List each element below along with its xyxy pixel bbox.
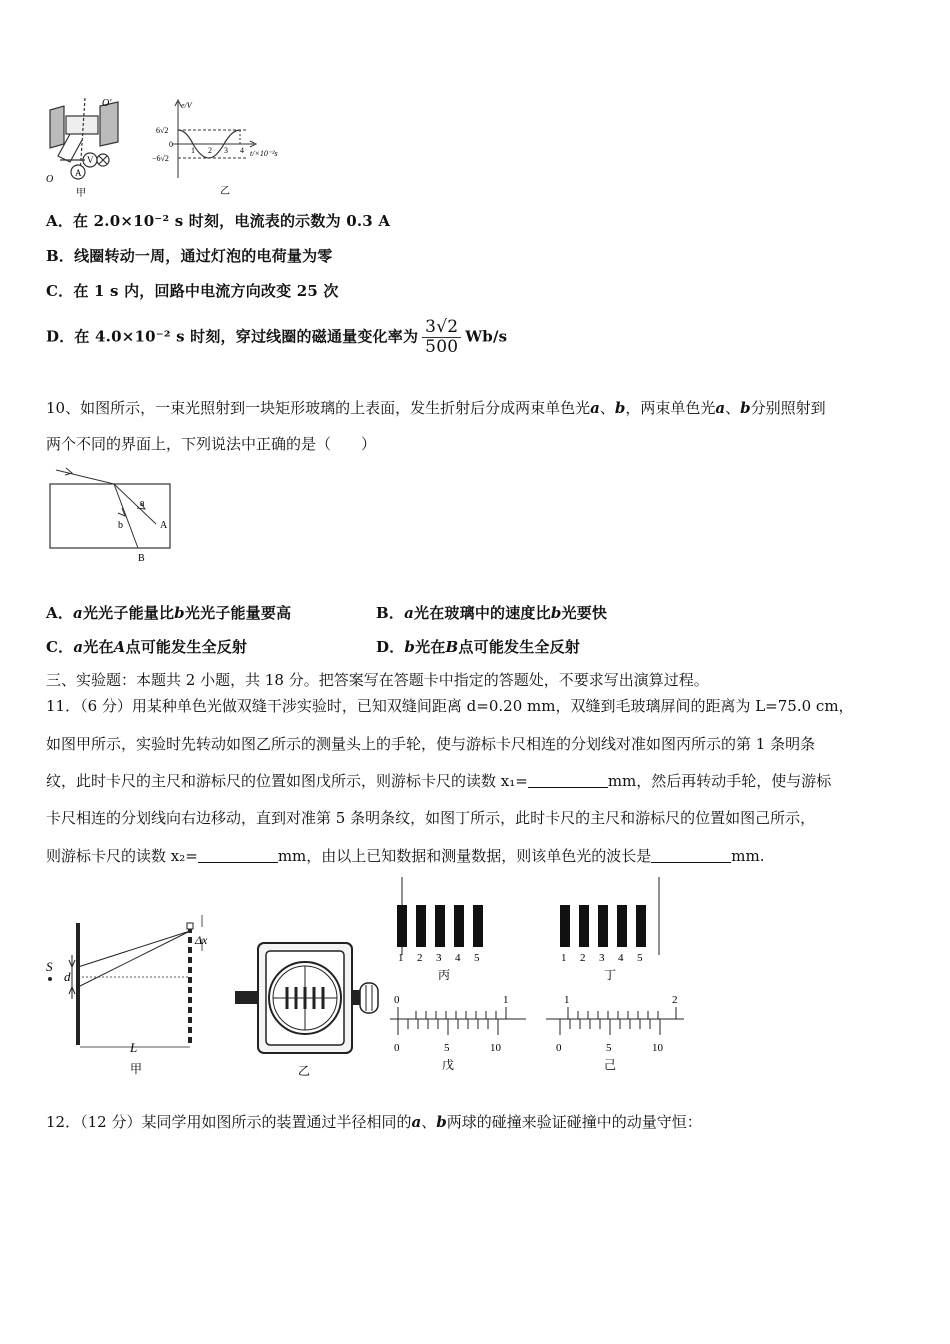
stem-text: ，两束单色光	[625, 399, 716, 417]
fringes-bing	[397, 877, 483, 955]
bing-num-3: 3	[436, 952, 442, 964]
option-text: 线圈转动一周，通过灯泡的电荷量为零	[74, 247, 333, 265]
q9-option-a	[46, 210, 390, 231]
stem-sep: 、	[725, 399, 741, 417]
measuring-head-diagram	[236, 943, 378, 1053]
point-a-label: A	[160, 520, 168, 531]
vernier-ji	[546, 1007, 684, 1035]
bing-num-5: 5	[474, 952, 480, 964]
fig-wu-label: 戊	[442, 1058, 455, 1072]
q9-option-d	[46, 318, 507, 357]
et-tick-3: 3	[224, 146, 228, 155]
ji-vernier-10: 10	[652, 1042, 663, 1054]
option-letter: B．	[376, 604, 405, 622]
double-slit-diagram	[69, 915, 202, 1047]
option-text: 光在	[83, 638, 114, 656]
ding-num-5: 5	[637, 952, 643, 964]
et-tick-bottom: −6√2	[152, 154, 169, 163]
option-var: b	[174, 604, 185, 622]
stem-text: 纹，此时卡尺的主尺和游标尺的位置如图戊所示，则游标卡尺的读数 x₁=	[46, 772, 528, 790]
fraction-denominator: 500	[425, 337, 459, 357]
q10-option-b	[376, 602, 607, 623]
stem-text: mm，然后再转动手轮，使与游标	[607, 772, 832, 790]
wu-vernier-5: 5	[444, 1042, 450, 1054]
option-text: 光光子能量要高	[184, 604, 292, 622]
option-text: 光要快	[561, 604, 608, 622]
dist-l-label: L	[130, 1040, 138, 1055]
var-a: a	[590, 399, 600, 417]
wu-main-0: 0	[394, 994, 400, 1006]
ray-a-label: a	[140, 498, 145, 509]
option-letter: B．	[46, 247, 75, 265]
bing-num-4: 4	[455, 952, 461, 964]
stem-text: 则游标卡尺的读数 x₂=	[46, 847, 198, 865]
ji-vernier-0: 0	[556, 1042, 562, 1054]
fig-jia-label: 甲	[130, 1062, 143, 1076]
q11-line1: 11．（6 分）用某种单色光做双缝干涉实验时，已知双缝间距离 d=0.20 mm，双缝到毛玻璃屏间的距离为 L=75.0 cm，	[46, 697, 854, 715]
option-var: A	[113, 638, 126, 656]
q12-stem	[46, 1108, 702, 1137]
point-b-label: B	[138, 553, 145, 564]
option-text: 在 2.0×10⁻² s 时刻，电流表的示数为 0.3 A	[73, 212, 391, 230]
answer-blank-wavelength[interactable]	[651, 848, 731, 863]
option-text: 光在	[415, 638, 446, 656]
stem-sep: 、	[421, 1113, 437, 1131]
wu-vernier-10: 10	[490, 1042, 501, 1054]
generator-diagram	[50, 98, 118, 179]
source-s-label: S	[46, 959, 53, 974]
option-letter: D．	[46, 327, 75, 346]
q9-option-b	[46, 245, 333, 266]
fig-yi-label: 乙	[298, 1064, 311, 1078]
fig-jia-label: 甲	[76, 188, 86, 199]
var-a: a	[715, 399, 726, 417]
bing-num-2: 2	[417, 952, 423, 964]
fig-ding-label: 丁	[604, 968, 617, 982]
option-letter: A．	[46, 604, 74, 622]
stem-text: mm.	[731, 847, 765, 865]
ji-main-2: 2	[672, 994, 678, 1006]
option-text: 在 1 s 内，回路中电流方向改变 25 次	[73, 282, 339, 300]
fraction-numerator: 3√2	[422, 318, 461, 338]
q11-line5	[46, 842, 764, 871]
et-axis-x: t/×10⁻²s	[250, 149, 278, 158]
et-axis-y: e/V	[181, 101, 192, 110]
q11-line4: 卡尺相连的分划线向右边移动，直到对准第 5 条明条纹，如图丁所示，此时卡尺的主尺和游标尺的位置如图己所示，	[46, 809, 816, 827]
et-tick-4: 4	[240, 146, 244, 155]
et-tick-top: 6√2	[156, 126, 169, 135]
option-text: 光在玻璃中的速度比	[414, 604, 551, 622]
section-3-heading: 三、实验题：本题共 2 小题，共 18 分。把答案写在答题卡中指定的答题处，不要求写出演算过程。	[46, 671, 709, 689]
ray-b-label: b	[118, 520, 123, 531]
q10-option-a	[46, 602, 291, 623]
et-graph	[172, 100, 256, 178]
option-var: B	[445, 638, 459, 656]
q10-stem-line2: 两个不同的界面上，下列说法中正确的是（ ）	[46, 435, 377, 453]
stem-text: 10、如图所示，一束光照射到一块矩形玻璃的上表面，发生折射后分成两束单色光	[46, 399, 591, 417]
stem-text: 12．（12 分）某同学用如图所示的装置通过半径相同的	[46, 1113, 412, 1131]
ji-main-1: 1	[564, 994, 570, 1006]
option-var: a	[73, 604, 83, 622]
ji-vernier-5: 5	[606, 1042, 612, 1054]
fringes-ding	[560, 877, 659, 955]
ding-num-3: 3	[599, 952, 605, 964]
q11-line2: 如图甲所示，实验时先转动如图乙所示的测量头上的手轮，使与游标卡尺相连的分划线对准如图丙所示的第 1 条明条	[46, 735, 816, 753]
option-var: a	[404, 604, 415, 622]
fig-ji-label: 己	[604, 1058, 617, 1072]
fraction	[422, 318, 461, 357]
option-letter: D．	[376, 638, 405, 656]
option-var: b	[550, 604, 562, 622]
fig-yi-label: 乙	[220, 186, 230, 197]
q10-option-d	[376, 636, 580, 657]
fig-bing-label: 丙	[438, 968, 451, 982]
ding-num-1: 1	[561, 952, 567, 964]
var-b: b	[614, 399, 626, 417]
o-prime-label: O′	[102, 98, 112, 109]
answer-blank-x2[interactable]	[198, 848, 278, 863]
wu-main-1: 1	[503, 994, 509, 1006]
q11-line3	[46, 767, 831, 796]
q9-option-c	[46, 280, 339, 301]
q10-figure	[44, 462, 194, 567]
option-letter: A．	[46, 212, 74, 230]
stem-sep: 、	[599, 399, 615, 417]
var-b: b	[436, 1113, 447, 1131]
q11-figures	[40, 875, 700, 1085]
option-letter: C．	[46, 638, 74, 656]
slit-d-label: d	[64, 969, 71, 984]
stem-text: 分别照射到	[750, 399, 826, 417]
et-tick-1: 1	[191, 146, 195, 155]
bing-num-1: 1	[398, 952, 404, 964]
answer-blank-x1[interactable]	[528, 773, 608, 788]
option-var: a	[73, 638, 84, 656]
ding-num-2: 2	[580, 952, 586, 964]
option-text: 点可能发生全反射	[458, 638, 581, 656]
option-unit: Wb/s	[465, 327, 508, 346]
q10-stem-line1	[46, 394, 826, 423]
q9-figure	[40, 96, 300, 200]
ammeter-label: A	[75, 168, 82, 178]
delta-x-label: Δx	[195, 933, 208, 947]
voltmeter-label: V	[87, 155, 94, 165]
ding-num-4: 4	[618, 952, 624, 964]
q10-option-c	[46, 636, 247, 657]
var-a: a	[411, 1113, 422, 1131]
stem-text: mm，由以上已知数据和测量数据，则该单色光的波长是	[277, 847, 652, 865]
o-label: O	[46, 174, 54, 185]
option-var: b	[404, 638, 416, 656]
vernier-wu	[390, 1007, 526, 1035]
option-letter: C．	[46, 282, 74, 300]
var-b: b	[740, 399, 751, 417]
option-text: 在 4.0×10⁻² s 时刻，穿过线圈的磁通量变化率为	[74, 327, 419, 346]
option-text: 光光子能量比	[82, 604, 175, 622]
stem-text: 两球的碰撞来验证碰撞中的动量守恒：	[446, 1113, 702, 1131]
wu-vernier-0: 0	[394, 1042, 400, 1054]
et-origin: 0	[169, 140, 173, 149]
option-text: 点可能发生全反射	[125, 638, 248, 656]
et-tick-2: 2	[208, 146, 212, 155]
